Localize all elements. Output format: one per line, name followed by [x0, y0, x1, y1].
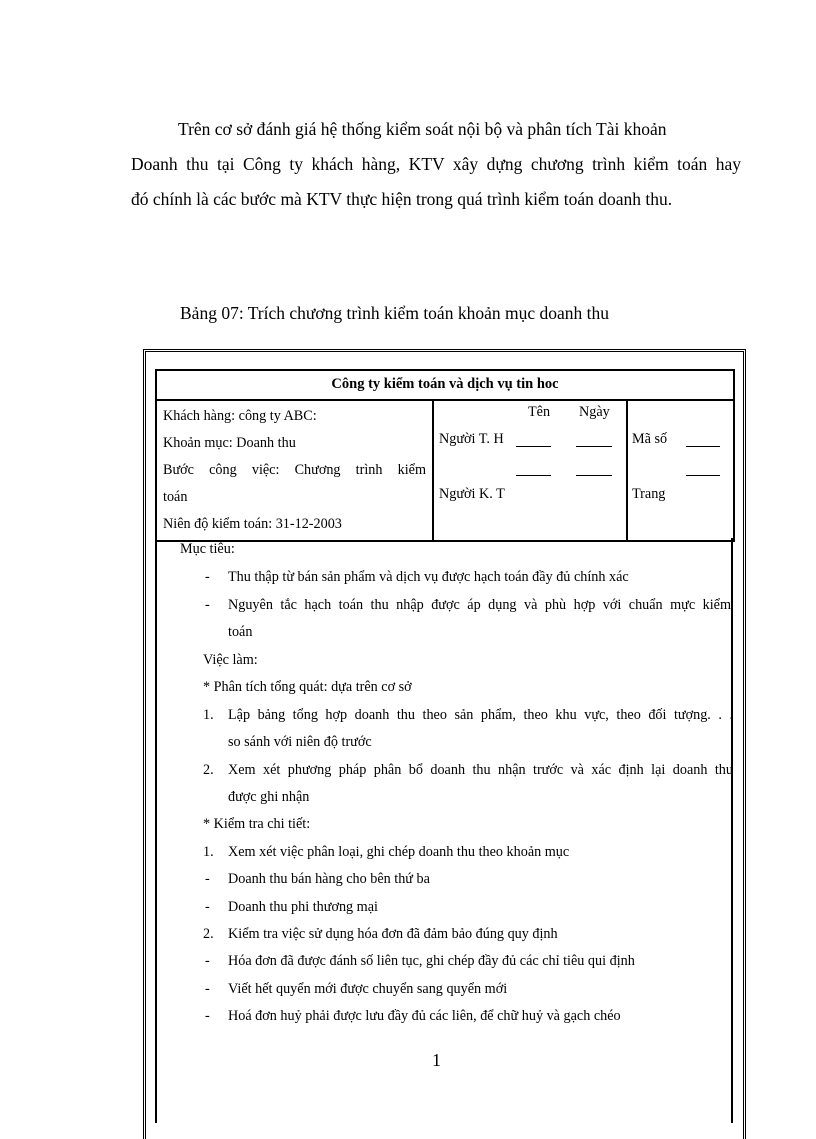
detail-item-1a: Doanh thu bán hàng cho bên thứ ba	[228, 871, 430, 887]
bullet-dash: -	[205, 871, 210, 887]
reviewer-label: Người K. T	[439, 486, 505, 502]
reference-cell	[627, 400, 734, 541]
preparer-date-line	[576, 446, 612, 447]
detail-item-1: Xem xét việc phân loại, ghi chép doanh thu theo khoản mục	[228, 844, 570, 860]
engagement-info	[156, 400, 433, 541]
step-label: Bước công việc: Chương trình kiểm	[163, 462, 426, 478]
step-label-cont: toán	[163, 489, 188, 505]
page-number: 1	[432, 1050, 441, 1070]
audit-header-table	[155, 369, 735, 542]
detail-item-2a: Hóa đơn đã được đánh số liên tục, ghi chép đầy đủ các chỉ tiêu qui định	[228, 953, 635, 969]
detail-check-title: * Kiểm tra chi tiết:	[203, 816, 311, 832]
detail-item-1b: Doanh thu phi thương mại	[228, 899, 378, 915]
code-label: Mã số	[632, 431, 668, 447]
name-column-header: Tên	[528, 404, 551, 420]
intro-line-3: đó chính là các bước mà KTV thực hiện trong quá trình kiểm toán doanh thu.	[131, 189, 673, 209]
signoff-cell	[433, 400, 627, 541]
client-label: Khách hàng: công ty ABC:	[163, 408, 317, 424]
detail-item-2: Kiểm tra việc sử dụng hóa đơn đã đảm bảo đúng quy định	[228, 926, 558, 942]
bullet-dash: -	[205, 981, 210, 997]
reviewer-name-line	[516, 475, 551, 476]
date-column-header: Ngày	[579, 404, 610, 420]
detail-item-2c: Hoá đơn huỷ phải được lưu đầy đủ các liên, để chữ huỷ và gạch chéo	[228, 1008, 621, 1024]
general-analysis-title: * Phân tích tổng quát: dựa trên cơ sở	[203, 679, 412, 695]
preparer-label: Người T. H	[439, 431, 504, 447]
general-item-1-cont: so sánh với niên độ trước	[228, 734, 372, 750]
bullet-dash: -	[205, 569, 210, 585]
code-line	[686, 446, 720, 447]
page-ref-line	[686, 475, 720, 476]
preparer-name-line	[516, 446, 551, 447]
objective-item-2: Nguyên tắc hạch toán thu nhập được áp dụng và phù hợp với chuẩn mực kiểm	[228, 597, 731, 613]
intro-line-1: Trên cơ sở đánh giá hệ thống kiểm soát nội bộ và phân tích Tài khoản	[178, 119, 667, 139]
detail-item-2b: Viết hết quyển mới được chuyển sang quyển mới	[228, 981, 508, 997]
bullet-dash: -	[205, 953, 210, 969]
item-number: 1.	[203, 844, 214, 860]
bullet-dash: -	[205, 899, 210, 915]
program-body	[155, 538, 733, 1123]
company-name: Công ty kiểm toán và dịch vụ tin hoc	[156, 370, 734, 400]
general-item-2-cont: được ghi nhận	[228, 789, 310, 805]
item-number: 2.	[203, 762, 214, 778]
intro-paragraph	[131, 112, 741, 217]
table-caption: Bảng 07: Trích chương trình kiểm toán khoản mục doanh thu	[180, 303, 609, 323]
bullet-dash: -	[205, 1008, 210, 1024]
item-number: 2.	[203, 926, 214, 942]
objective-item-2-cont: toán	[228, 624, 253, 640]
objective-title: Mục tiêu:	[180, 541, 235, 557]
period-label: Niên độ kiểm toán: 31-12-2003	[163, 516, 342, 532]
account-label: Khoản mục: Doanh thu	[163, 435, 296, 451]
general-item-2: Xem xét phương pháp phân bổ doanh thu nhận trước và xác định lại doanh thu	[228, 762, 733, 778]
objective-item-1: Thu thập từ bán sản phẩm và dịch vụ được hạch toán đầy đủ chính xác	[228, 569, 629, 585]
bullet-dash: -	[205, 597, 210, 613]
reviewer-date-line	[576, 475, 612, 476]
intro-line-2: Doanh thu tại Công ty khách hàng, KTV xây dựng chương trình kiểm toán hay	[131, 154, 741, 174]
page-label: Trang	[632, 486, 666, 502]
item-number: 1.	[203, 707, 214, 723]
general-item-1: Lập bảng tổng hợp doanh thu theo sản phẩm, theo khu vực, theo đối tượng. . .	[228, 707, 733, 723]
work-title: Việc làm:	[203, 652, 258, 668]
